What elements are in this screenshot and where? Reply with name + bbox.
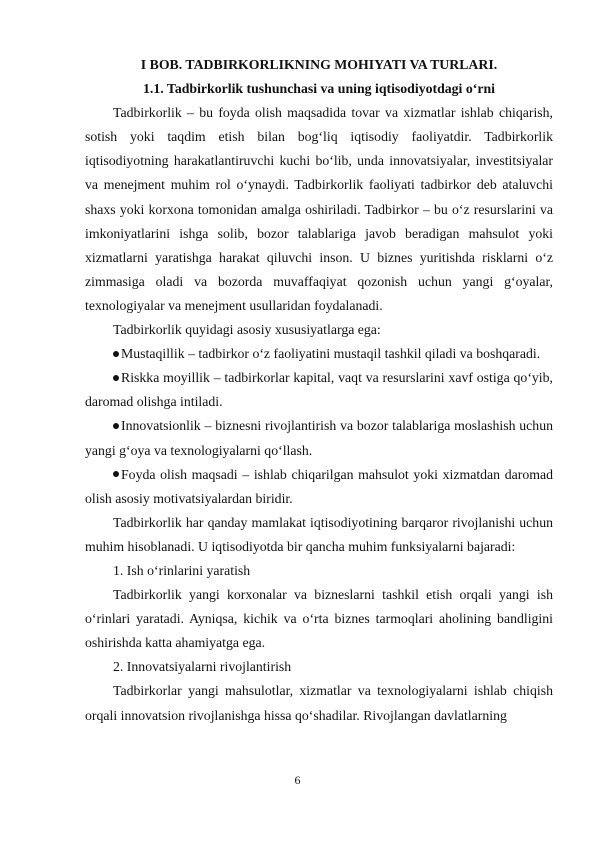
bullet-dot-icon bbox=[113, 423, 119, 429]
page-number: 6 bbox=[294, 773, 301, 787]
paragraph-functions-intro: Tadbirkorlik har qanday mamlakat iqtisodiyotining barqaror rivojlanishi uchun muhim hisoblanadi. U iqtisodiyotda bir qancha muhim funksiyalarni bajaradi: bbox=[85, 514, 553, 554]
paragraph-definition: Tadbirkorlik – bu foyda olish maqsadida tovar va xizmatlar ishlab chiqarish, sotish yoki taqdim etish bilan bog‘liq iqtisodiy faoliyatdir. Tadbirkorlik iqtisodiyotning harakatlantiruvchi kuchi bo‘lib, unda innovatsiyalar, investitsiyalar va menejment muhim rol o‘ynaydi. Tadbirkorlik faoliyati tadbirkor deb ataluvchi shaxs yoki korxona tomonidan amalga oshiriladi. Tadbirkor – bu o‘z resurslarini va imkoniyatlarini ishga solib, bozor talablariga javob beradigan mahsulot yoki xizmatlarni yaratishga harakat qiluvchi inson. U biznes yuritishda risklarni o‘z zimmasiga oladi va bozorda muvaffaqiyat qozonish uchun yangi g‘oyalar, texnologiyalar va menejment usullaridan foydalanadi. bbox=[85, 105, 553, 313]
function-2-title: 2. Innovatsiyalarni rivojlantirish bbox=[113, 659, 292, 675]
chapter-title: I BOB. TADBIRKORLIKNING MOHIYATI VA TURLARI. bbox=[140, 57, 498, 72]
bullet-dot-icon bbox=[113, 471, 119, 477]
bullet-text: Foyda olish maqsadi – ishlab chiqarilgan mahsulot yoki xizmatdan daromad olish asosiy motivatsiyalardan biridir. bbox=[85, 466, 553, 506]
function-2-text: Tadbirkorlar yangi mahsulotlar, xizmatlar va texnologiyalarni ishlab chiqish orqali innovatsion rivojlanishga hissa qo‘shadilar. Rivojlangan davlatlarning bbox=[85, 683, 553, 723]
section-title: 1.1. Tadbirkorlik tushunchasi va uning iqtisodiyotdagi o‘rni bbox=[143, 81, 495, 97]
document-page bbox=[85, 53, 553, 728]
paragraph-features-intro: Tadbirkorlik quyidagi asosiy xususiyatlarga ega: bbox=[113, 322, 381, 338]
bullet-dot-icon bbox=[113, 375, 119, 381]
function-1-text: Tadbirkorlik yangi korxonalar va bizneslarni tashkil etish orqali yangi ish o‘rinlari yaratadi. Ayniqsa, kichik va o‘rta biznes tarmoqlari aholining bandligini oshirishda katta ahamiyatga ega. bbox=[85, 587, 553, 651]
bullet-text: Riskka moyillik – tadbirkorlar kapital, vaqt va resurslarini xavf ostiga qo‘yib, daromad olishga intiladi. bbox=[85, 370, 553, 410]
bullet-text: Innovatsionlik – biznesni rivojlantirish va bozor talablariga moslashish uchun yangi g‘oya va texnologiyalarni qo‘llash. bbox=[85, 418, 553, 458]
bullet-dot-icon bbox=[113, 351, 119, 357]
bullet-text: Mustaqillik – tadbirkor o‘z faoliyatini mustaqil tashkil qiladi va boshqaradi. bbox=[121, 346, 541, 362]
bullet-item bbox=[85, 342, 553, 366]
function-1-title: 1. Ish o‘rinlarini yaratish bbox=[113, 562, 251, 578]
bullet-item bbox=[85, 366, 553, 414]
bullet-item bbox=[85, 414, 553, 462]
bullet-item bbox=[85, 463, 553, 511]
